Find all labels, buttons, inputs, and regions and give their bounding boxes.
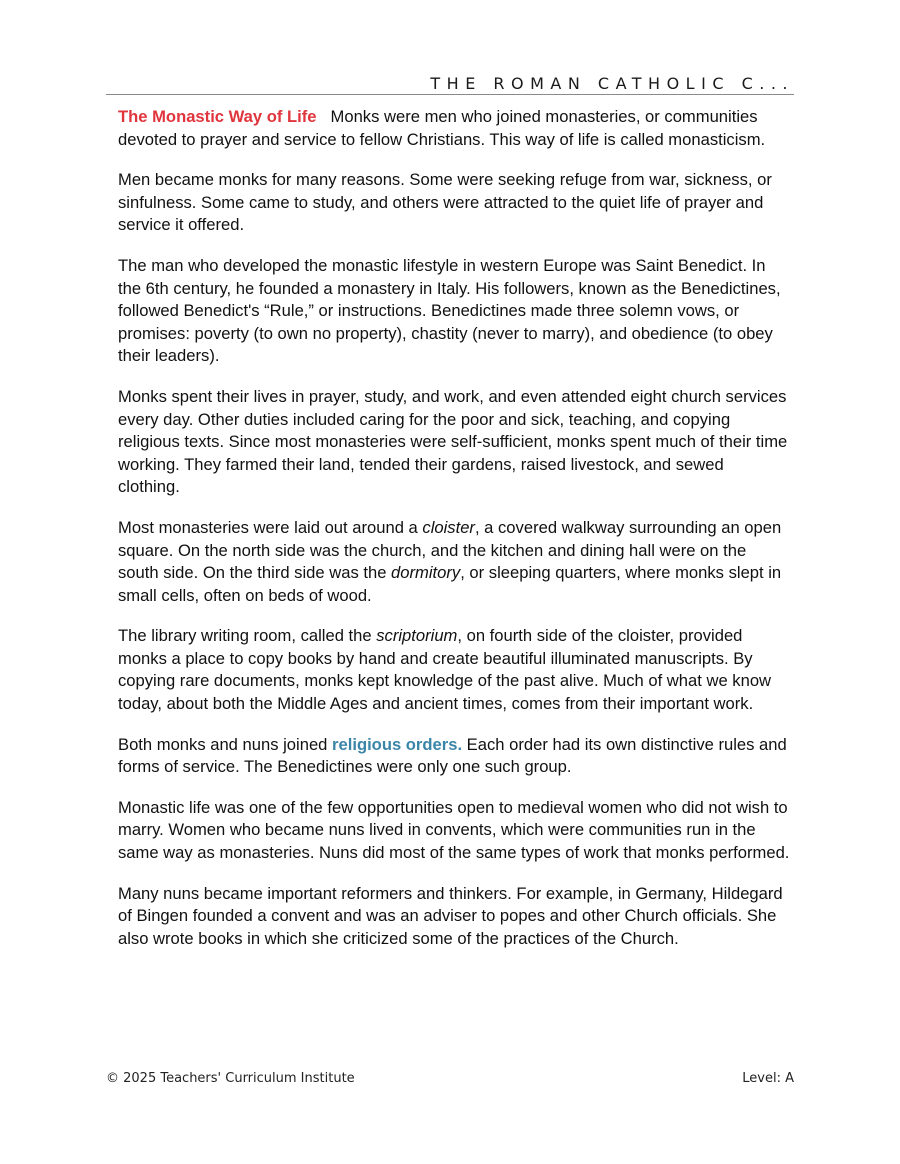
- copyright-text: © 2025 Teachers' Curriculum Institute: [106, 1071, 355, 1086]
- paragraph-reasons: Men became monks for many reasons. Some were seeking refuge from war, sickness, or sinfulness. Some came to study, and others were attracted to the quiet life of prayer and service it offered.: [118, 170, 772, 235]
- orders-text-a: Both monks and nuns joined: [118, 734, 333, 754]
- paragraph-layout: [118, 517, 790, 607]
- running-title: THE ROMAN CATHOLIC C...: [430, 74, 794, 93]
- reading-content: [118, 106, 790, 968]
- paragraph-reformers: Many nuns became important reformers and thinkers. For example, in Germany, Hildegard of Bingen founded a convent and was an adviser to popes and other Church officials. She also wrote books in which she criticized some of the practices of the Church.: [118, 883, 783, 948]
- term-cloister: cloister: [422, 517, 475, 537]
- paragraph-nuns: Monastic life was one of the few opportunities open to medieval women who did not wish to marry. Women who became nuns lived in convents, which were communities run in the same way as monasteries. Nuns did most of the same types of work that monks performed.: [118, 797, 790, 863]
- paragraph-daily-life: Monks spent their lives in prayer, study, and work, and even attended eight church services every day. Other duties included caring for the poor and sick, teaching, and copying religious texts. Since most monasteries were self-sufficient, monks spent much of their time working. They farmed their land, tended their gardens, raised livestock, and sewed clothing.: [118, 386, 788, 497]
- term-dormitory: dormitory: [391, 563, 461, 583]
- running-header: [106, 72, 794, 95]
- scriptorium-text-a: The library writing room, called the: [118, 626, 377, 646]
- level-label: Level: A: [742, 1071, 794, 1086]
- layout-text-b: , a covered walkway surrounding an open square. On the north side was the church, and the kitchen and dining hall were on the south side. On the third side was the: [118, 517, 782, 583]
- section-heading: The Monastic Way of Life: [118, 107, 317, 126]
- term-scriptorium: scriptorium: [376, 626, 458, 646]
- paragraph-scriptorium: [118, 625, 790, 715]
- paragraph-intro: [118, 106, 790, 151]
- paragraph-benedict: The man who developed the monastic lifestyle in western Europe was Saint Benedict. In the 6th century, he founded a monastery in Italy. His followers, known as the Benedictines, followed Benedict's “Rule,” or instructions. Benedictines made three solemn vows, or promises: poverty (to own no property), chastity (never to marry), and obedience (to obey their leaders).: [118, 255, 781, 366]
- intro-text: Monks were men who joined monasteries, or communities devoted to prayer and service to fellow Christians. This way of life is called monasticism.: [118, 107, 766, 149]
- religious-orders-link[interactable]: religious orders.: [332, 734, 463, 754]
- layout-text-a: Most monasteries were laid out around a: [118, 517, 423, 537]
- layout-text-c: , or sleeping quarters, where monks slept in small cells, often on beds of wood.: [118, 563, 782, 605]
- orders-text-b: Each order had its own distinctive rules and forms of service. The Benedictines were only one such group.: [118, 734, 787, 777]
- scriptorium-text-b: , on fourth side of the cloister, provided monks a place to copy books by hand and create beautiful illuminated manuscripts. By copying rare documents, monks kept knowledge of the past alive. Much of what we know today, about both the Middle Ages and ancient times, comes from their important work.: [118, 626, 772, 714]
- paragraph-orders: [118, 734, 790, 779]
